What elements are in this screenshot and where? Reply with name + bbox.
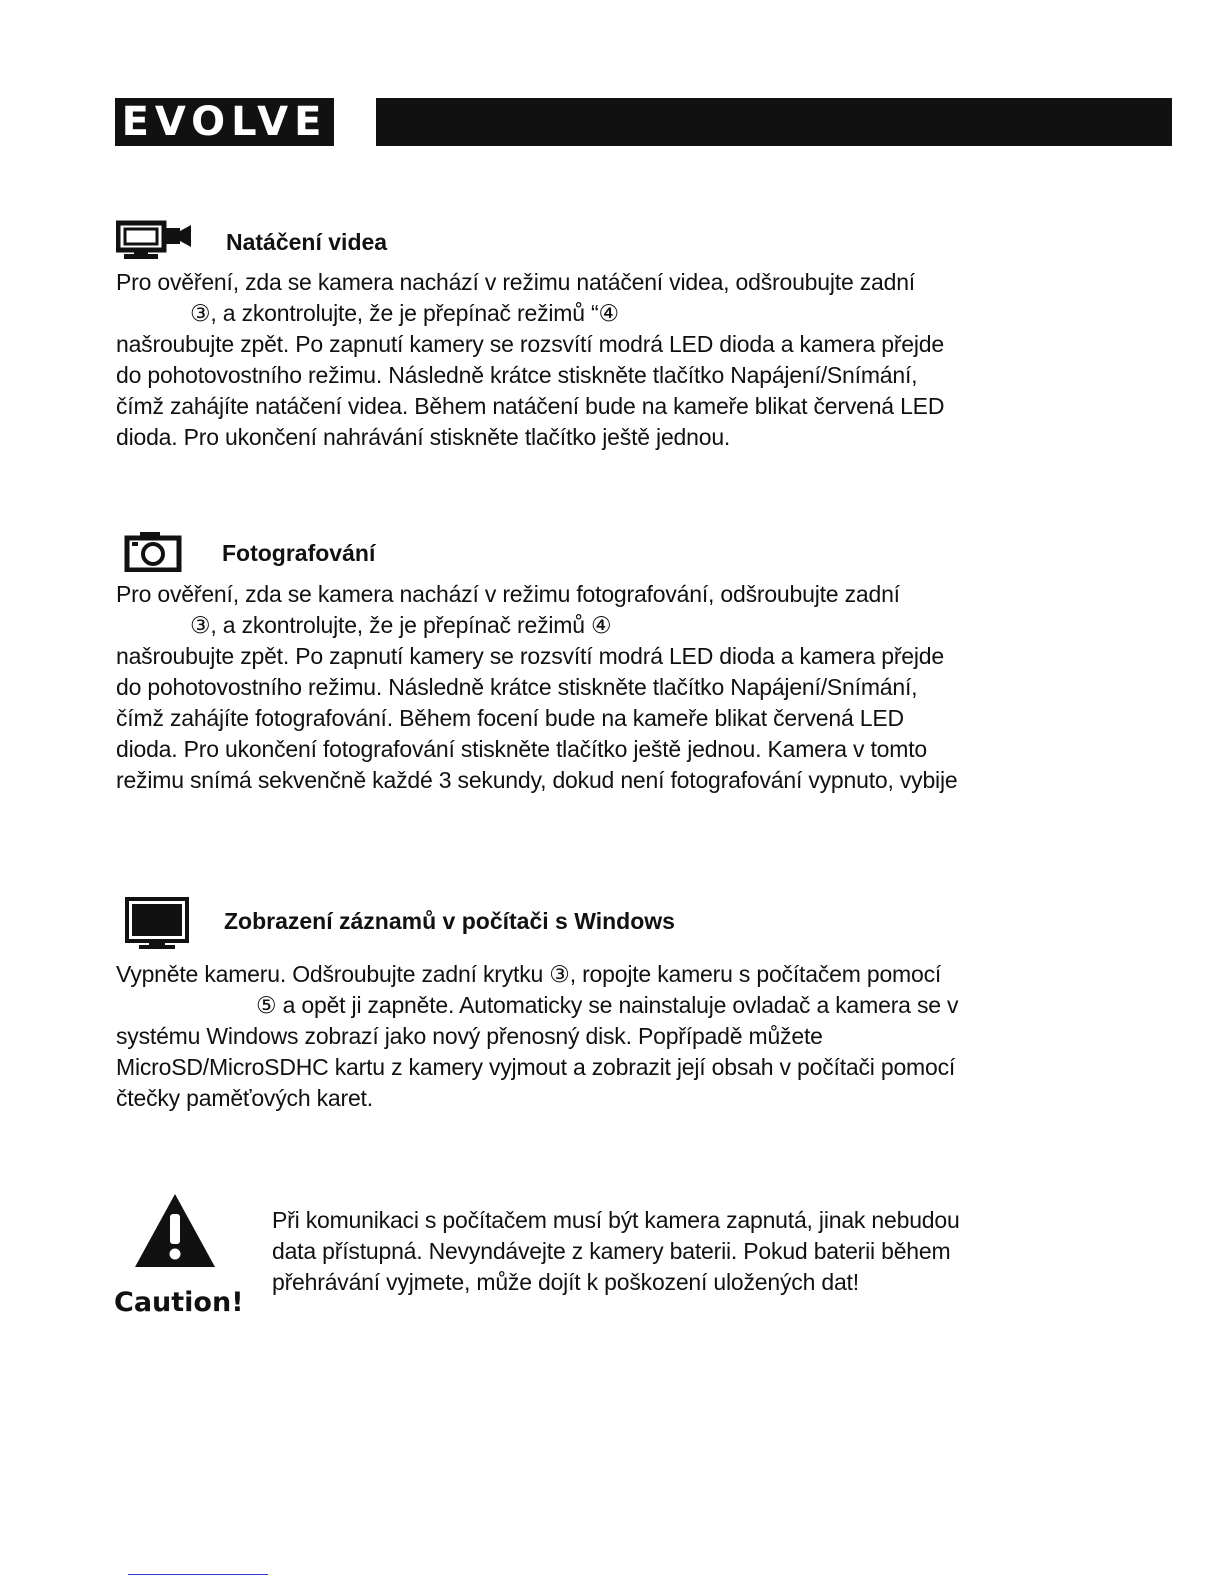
paragraph-line: našroubujte zpět. Po zapnutí kamery se rozsvítí modrá LED dioda a kamera přejde [116, 643, 944, 669]
section-title-photo: Fotografování [222, 540, 376, 566]
evolve-logo [115, 98, 334, 146]
paragraph-line: do pohotovostního režimu. Následně krátce stiskněte tlačítko Napájení/Snímání, [116, 362, 918, 388]
paragraph-line: dioda. Pro ukončení fotografování stiskněte tlačítko ještě jednou. Kamera v tomto [116, 736, 927, 762]
paragraph-line: čímž zahájíte fotografování. Během focení bude na kameře blikat červená LED [116, 705, 904, 731]
monitor-icon [125, 897, 189, 956]
caution-line: data přístupná. Nevyndávejte z kamery baterii. Pokud baterii během [272, 1238, 951, 1264]
footer-link-underline[interactable] [128, 1574, 268, 1575]
warning-triangle-icon [133, 1192, 217, 1275]
paragraph-line: režimu snímá sekvenčně každé 3 sekundy, dokud není fotografování vypnuto, vybije [116, 767, 958, 793]
paragraph-line: Pro ověření, zda se kamera nachází v režimu fotografování, odšroubujte zadní [116, 581, 900, 607]
photo-camera-icon [124, 530, 182, 577]
video-camera-icon [116, 220, 192, 265]
paragraph-line: Vypněte kameru. Odšroubujte zadní krytku ③, ropojte kameru s počítačem pomocí [116, 961, 942, 987]
paragraph-line: ③, a zkontrolujte, že je přepínač režimů ④ [190, 612, 612, 638]
header-bar [376, 98, 1172, 146]
caution-line: Při komunikaci s počítačem musí být kamera zapnutá, jinak nebudou [272, 1207, 960, 1233]
paragraph-line: dioda. Pro ukončení nahrávání stiskněte tlačítko ještě jednou. [116, 424, 731, 450]
caution-line: přehrávání vyjmete, může dojít k poškození uložených dat! [272, 1269, 859, 1295]
caution-label: Caution! [114, 1287, 244, 1318]
paragraph-line: ⑤ a opět ji zapněte. Automaticky se nainstaluje ovladač a kamera se v [256, 992, 959, 1018]
paragraph-line: MicroSD/MicroSDHC kartu z kamery vyjmout a zobrazit její obsah v počítači pomocí [116, 1054, 956, 1080]
paragraph-line: Pro ověření, zda se kamera nachází v režimu natáčení videa, odšroubujte zadní [116, 269, 916, 295]
paragraph-line: ③, a zkontrolujte, že je přepínač režimů “④ [190, 300, 619, 326]
paragraph-line: našroubujte zpět. Po zapnutí kamery se rozsvítí modrá LED dioda a kamera přejde [116, 331, 944, 357]
section-title-video: Natáčení videa [226, 229, 388, 255]
logo-text: EVOLVE [121, 99, 328, 145]
paragraph-line: systému Windows zobrazí jako nový přenosný disk. Popřípadě můžete [116, 1023, 823, 1049]
paragraph-line: čtečky paměťových karet. [116, 1085, 373, 1111]
paragraph-line: do pohotovostního režimu. Následně krátce stiskněte tlačítko Napájení/Snímání, [116, 674, 918, 700]
section-title-windows: Zobrazení záznamů v počítači s Windows [224, 908, 675, 934]
paragraph-line: čímž zahájíte natáčení videa. Během natáčení bude na kameře blikat červená LED [116, 393, 945, 419]
